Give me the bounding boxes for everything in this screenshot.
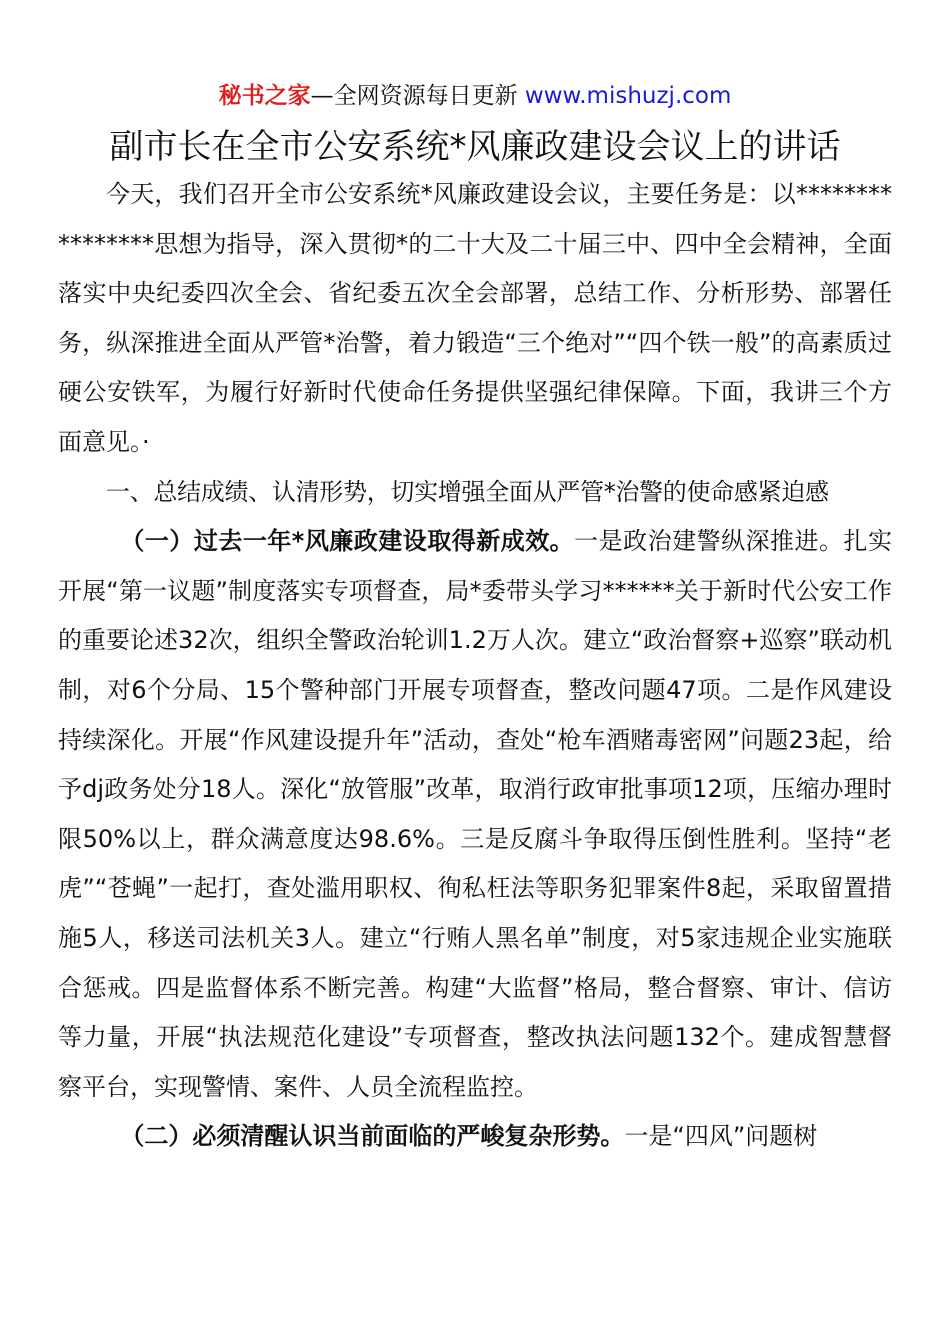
intro-paragraph: 今天，我们召开全市公安系统*风廉政建设会议，主要任务是：以****************思想为指导，深入贯彻*的二十大及二十届三中、四中全会精神，全面落实中央纪委四次全会、省纪委五次全会部署，总结工作、分析形势、部署任务，纵深推进全面从严管*治警，着力锻造“三个绝对”“四个铁一般”的高素质过硬公安铁军，为履行好新时代使命任务提供坚强纪律保障。下面，我讲三个方面意见。·	[58, 180, 892, 456]
header-tagline: 全网资源每日更新	[333, 83, 518, 109]
subsection-heading-1: （一）过去一年*风廉政建设取得新成效。	[120, 527, 575, 556]
section-heading-1: 一、总结成绩、认清形势，切实增强全面从严管*治警的使命感紧迫感	[106, 477, 829, 506]
subsection-body-1: 一是政治建警纵深推进。扎实开展“第一议题”制度落实专项督查，局*委带头学习******关于新时代公安工作的重要论述32次，组织全警政治轮训1.2万人次。建立“政治督察+巡察”联动机制，对6个分局、15个警种部门开展专项督查，整改问题47项。二是作风建设持续深化。开展“作风建设提升年”活动，查处“枪车酒赌毒密网”问题23起，给予dj政务处分18人。深化“放管服”改革，取消行政审批事项12项，压缩办理时限50%以上，群众满意度达98.6%。三是反腐斗争取得压倒性胜利。坚持“老虎”“苍蝇”一起打，查处滥用职权、徇私枉法等职务犯罪案件8起，采取留置措施5人，移送司法机关3人。建立“行贿人黑名单”制度，对5家违规企业实施联合惩戒。四是监督体系不断完善。构建“大监督”格局，整合督察、审计、信访等力量，开展“执法规范化建设”专项督查，整改执法问题132个。建成智慧督察平台，实现警情、案件、人员全流程监控。	[58, 527, 892, 1101]
site-brand: 秘书之家	[218, 83, 311, 109]
subsection-body-2: 一是“四风”问题树	[624, 1122, 818, 1151]
subsection-paragraph-2	[58, 1112, 892, 1162]
site-url-link[interactable]: www.mishuzj.com	[524, 83, 732, 109]
subsection-heading-2: （二）必须清醒认识当前面临的严峻复杂形势。	[120, 1122, 625, 1151]
document-body	[58, 170, 892, 1162]
site-header	[0, 80, 950, 112]
document-title: 副市长在全市公安系统*风廉政建设会议上的讲话	[109, 127, 841, 167]
subsection-paragraph-1	[58, 517, 892, 1112]
header-separator: —	[310, 83, 334, 109]
